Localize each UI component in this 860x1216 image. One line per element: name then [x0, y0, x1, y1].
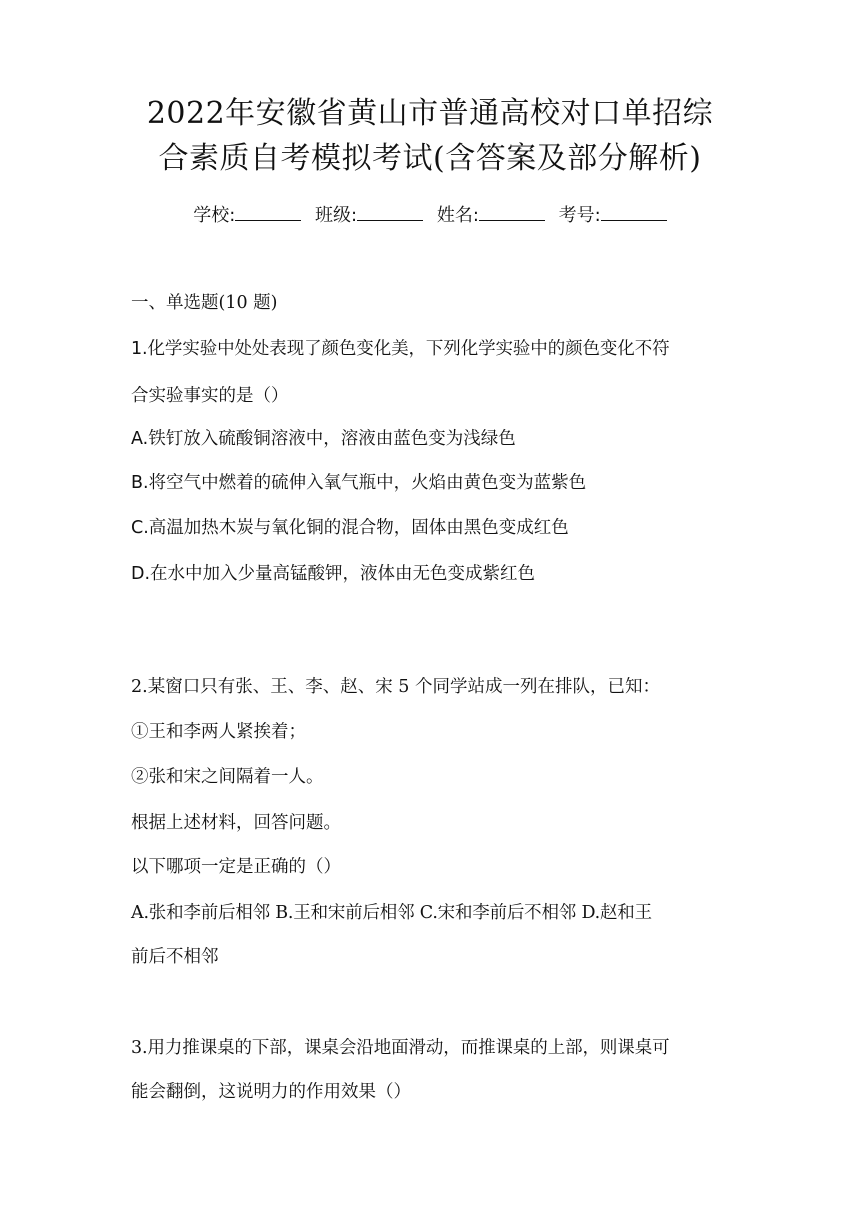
exam-no-field	[559, 202, 667, 229]
q1-option-c: C.高温加热木炭与氧化铜的混合物，固体由黑色变成红色	[131, 518, 569, 538]
class-blank	[357, 202, 423, 221]
q2-condition-2: ②张和宋之间隔着一人。	[131, 767, 324, 787]
name-blank	[479, 202, 545, 221]
school-label: 学校:	[193, 205, 236, 226]
q2-options-line-2: 前后不相邻	[131, 947, 219, 967]
q2-question: 以下哪项一定是正确的（）	[131, 857, 341, 877]
class-field	[315, 202, 423, 229]
q2-stem: 2.某窗口只有张、王、李、赵、宋 5 个同学站成一列在排队，已知：	[131, 677, 660, 697]
exam-no-label: 考号:	[558, 205, 601, 226]
q3-stem-line-1: 3.用力推课桌的下部，课桌会沿地面滑动，而推课桌的上部，则课桌可	[131, 1038, 670, 1058]
q1-stem-line-2: 合实验事实的是（）	[131, 386, 289, 406]
q2-condition-1: ①王和李两人紧挨着；	[131, 722, 306, 742]
section-heading: 一、单选题(10 题)	[131, 293, 278, 313]
class-label: 班级:	[315, 205, 358, 226]
q1-option-a: A.铁钉放入硫酸铜溶液中，溶液由蓝色变为浅绿色	[131, 429, 516, 449]
name-field	[437, 202, 545, 229]
student-info-row	[0, 202, 860, 229]
exam-no-blank	[601, 202, 667, 221]
q2-options-line-1: A.张和李前后相邻 B.王和宋前后相邻 C.宋和李前后不相邻 D.赵和王	[131, 903, 652, 923]
exam-title-line-2: 合素质自考模拟考试(含答案及部分解析)	[158, 141, 702, 176]
q3-stem-line-2: 能会翻倒，这说明力的作用效果（）	[131, 1082, 411, 1102]
school-field	[193, 202, 301, 229]
q1-option-d: D.在水中加入少量高锰酸钾，液体由无色变成紫红色	[131, 564, 536, 584]
name-label: 姓名:	[436, 205, 479, 226]
exam-title-line-1: 2022年安徽省黄山市普通高校对口单招综	[146, 96, 714, 131]
school-blank	[235, 202, 301, 221]
q1-stem-line-1: 1.化学实验中处处表现了颜色变化美，下列化学实验中的颜色变化不符	[131, 339, 670, 359]
q2-instruction: 根据上述材料，回答问题。	[131, 813, 341, 833]
q1-option-b: B.将空气中燃着的硫伸入氧气瓶中，火焰由黄色变为蓝紫色	[131, 473, 587, 493]
